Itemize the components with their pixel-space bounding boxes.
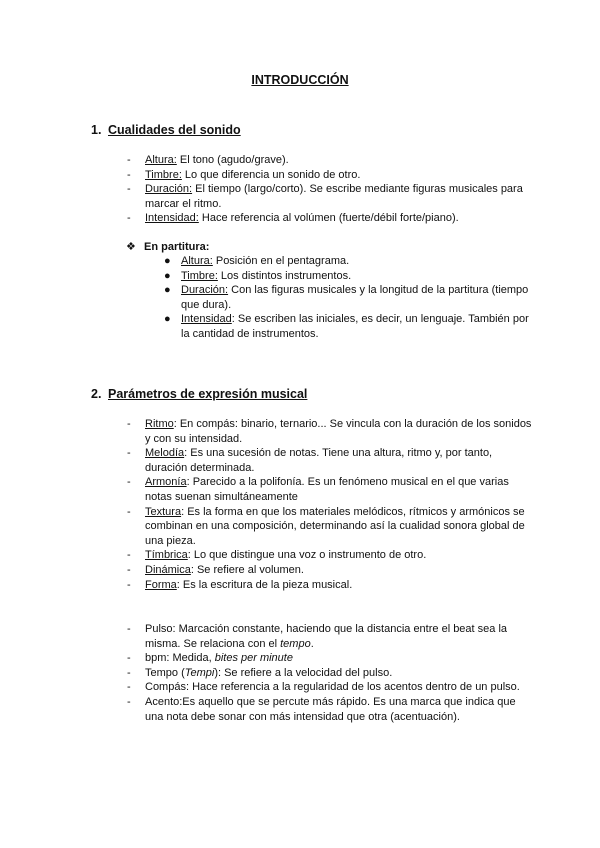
- section-2-title: Parámetros de expresión musical: [108, 387, 308, 401]
- term: Armonía: [145, 476, 187, 489]
- definition: Con las figuras musicales y la longitud de la partitura (tiempo que dura).: [181, 284, 529, 311]
- dash-bullet: -: [127, 476, 131, 489]
- dot-bullet: ●: [164, 313, 171, 326]
- list-item: [127, 695, 532, 724]
- term: Duración:: [145, 183, 193, 196]
- list-item: [127, 680, 532, 695]
- section-1-number: 1.: [91, 123, 102, 137]
- tempo-text: Tempo (: [145, 666, 185, 679]
- term: Duración:: [181, 284, 229, 297]
- definition: : Es la escritura de la pieza musical.: [176, 578, 353, 591]
- diamond-bullet-icon: ❖: [126, 241, 136, 253]
- section-1-list: [127, 153, 532, 226]
- dash-bullet: -: [127, 505, 131, 518]
- term: Altura:: [181, 255, 213, 267]
- bpm-italic: bites per minute: [214, 652, 293, 665]
- list-item: [127, 578, 532, 593]
- dash-bullet: -: [127, 418, 131, 430]
- definition: : En compás: binario, ternario... Se vincula con la duración de los sonidos y con su intensidad.: [145, 418, 532, 445]
- dash-bullet: -: [127, 212, 131, 225]
- term: Melodía: [145, 447, 185, 460]
- dot-bullet: ●: [164, 284, 171, 297]
- definition: : Parecido a la polifonía. Es un fenómeno musical en el que varias notas suenan simultáneamente: [145, 476, 509, 503]
- page-title: INTRODUCCIÓN: [251, 73, 349, 87]
- term: Timbre:: [145, 168, 182, 181]
- tempi-italic: Tempi: [184, 666, 215, 679]
- dash-bullet: -: [127, 681, 131, 694]
- section-2-list: [127, 417, 532, 592]
- partitura-heading: [126, 240, 209, 253]
- list-item: [127, 475, 532, 504]
- dot-bullet: ●: [164, 255, 171, 267]
- definition: Posición en el pentagrama.: [212, 255, 350, 267]
- dash-bullet: -: [127, 652, 131, 665]
- partitura-list: [162, 254, 532, 342]
- partitura-label: En partitura:: [144, 241, 210, 253]
- definition: El tono (agudo/grave).: [176, 154, 289, 166]
- bpm-text: bpm: Medida,: [145, 652, 215, 665]
- compas-text: Compás: Hace referencia a la regularidad de los acentos dentro de un pulso.: [145, 681, 520, 694]
- dash-bullet: -: [127, 578, 131, 591]
- definition: : Se escriben las iniciales, es decir, un lenguaje. También por la cantidad de instrumentos.: [181, 313, 529, 340]
- term: Forma: [145, 578, 177, 591]
- dot-bullet: ●: [164, 269, 171, 282]
- list-item: [162, 312, 532, 341]
- definition: Hace referencia al volúmen (fuerte/débil forte/piano).: [198, 212, 459, 225]
- definition: Lo que diferencia un sonido de otro.: [181, 168, 361, 181]
- list-item: [162, 269, 532, 284]
- definition: : Lo que distingue una voz o instrumento de otro.: [187, 549, 427, 562]
- list-item: [162, 283, 532, 312]
- dash-bullet: -: [127, 623, 131, 635]
- list-item: [127, 417, 532, 446]
- definition: : Se refiere al volumen.: [190, 563, 304, 576]
- list-item: [162, 254, 532, 269]
- term: Intensidad: [181, 313, 232, 326]
- list-item: [127, 563, 532, 578]
- list-item: [127, 548, 532, 563]
- dash-bullet: -: [127, 447, 131, 460]
- term: Tímbrica: [145, 549, 188, 562]
- list-item: [127, 153, 532, 168]
- dash-bullet: -: [127, 154, 131, 166]
- section-1-heading: [91, 123, 241, 137]
- definition: Los distintos instrumentos.: [217, 269, 352, 282]
- list-item: [127, 651, 532, 666]
- dash-bullet: -: [127, 666, 131, 679]
- dash-bullet: -: [127, 549, 131, 562]
- dash-bullet: -: [127, 168, 131, 181]
- term: Textura: [145, 505, 182, 518]
- term: Altura:: [145, 154, 177, 166]
- term: Timbre:: [181, 269, 218, 282]
- section-2-heading: [91, 387, 307, 401]
- pulso-text: Pulso: Marcación constante, haciendo que la distancia entre el beat sea la misma. Se relaciona con el: [145, 623, 508, 650]
- list-item: [127, 182, 532, 211]
- definition: El tiempo (largo/corto). Se escribe mediante figuras musicales para marcar el ritmo.: [145, 183, 523, 210]
- acento-text: Acento:Es aquello que se percute más rápido. Es una marca que indica que una nota debe sonar con más intensidad que otra (acentuación).: [145, 695, 516, 723]
- dash-bullet: -: [127, 183, 131, 196]
- section-2-number: 2.: [91, 387, 102, 401]
- section-1-title: Cualidades del sonido: [108, 123, 241, 137]
- dash-bullet: -: [127, 563, 131, 576]
- list-item: [127, 446, 532, 475]
- term: Dinámica: [145, 563, 191, 576]
- definition: : Es una sucesión de notas. Tiene una altura, ritmo y, por tanto, duración determinada.: [145, 447, 493, 474]
- pulso-tempo-italic: tempo: [280, 637, 311, 650]
- list-item: [127, 666, 532, 681]
- tempo-list: [127, 622, 532, 724]
- tempo-definition: ): Se refiere a la velocidad del pulso.: [214, 666, 393, 679]
- definition: : Es la forma en que los materiales melódicos, rítmicos y armónicos se combinan en una composición, determinando así la cualidad sonora global de una pieza.: [145, 505, 525, 547]
- list-item: [127, 622, 532, 651]
- list-item: [127, 168, 532, 183]
- list-item: [127, 211, 532, 226]
- pulso-end: .: [310, 637, 314, 650]
- term: Intensidad:: [145, 212, 199, 225]
- dash-bullet: -: [127, 695, 131, 708]
- term: Ritmo: [145, 418, 174, 430]
- list-item: [127, 505, 532, 549]
